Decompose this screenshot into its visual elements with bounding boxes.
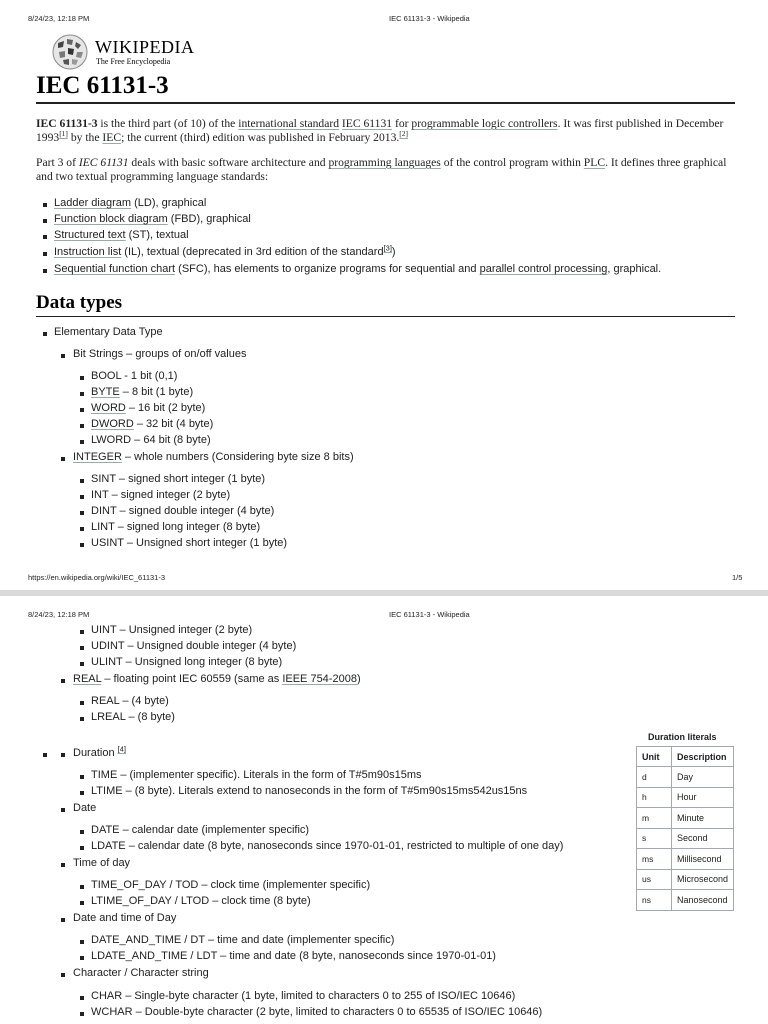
table-cell-unit: s — [637, 828, 672, 849]
list-item-time: TIME – (implementer specific). Literals in the form of T#5m90s15ms — [91, 769, 422, 781]
list-bullet — [43, 219, 47, 223]
list-item-lint: LINT – signed long integer (8 byte) — [91, 521, 261, 533]
part3-text: deals with basic software architecture and — [128, 156, 329, 169]
list-bullet — [61, 679, 65, 683]
list-item-dword — [91, 418, 213, 431]
list-item-text: , graphical. — [607, 263, 662, 275]
title-rule — [36, 102, 735, 104]
print-title: IEC 61131-3 - Wikipedia — [389, 14, 470, 23]
list-bullet — [80, 376, 84, 380]
list-bullet — [80, 408, 84, 412]
table-header-unit: Unit — [637, 747, 672, 767]
list-item-date-impl: DATE – calendar date (implementer specific) — [91, 824, 310, 836]
list-bullet — [80, 392, 84, 396]
list-item-text: (FBD), graphical — [167, 213, 251, 225]
list-item-text: – floating point IEC 60559 (same as — [101, 673, 283, 685]
list-item-bool: BOOL - 1 bit (0,1) — [91, 370, 178, 382]
link-programming-languages[interactable]: programming languages — [328, 156, 441, 169]
table-cell-description: Second — [671, 828, 733, 849]
list-item-elementary: Elementary Data Type — [54, 326, 163, 338]
list-bullet — [80, 543, 84, 547]
ref-2[interactable]: [2] — [399, 129, 409, 139]
link-word[interactable]: WORD — [91, 402, 126, 414]
ref-1[interactable]: [1] — [59, 129, 68, 139]
table-row — [637, 828, 734, 849]
list-bullet — [80, 440, 84, 444]
table-cell-description: Nanosecond — [671, 890, 733, 911]
table-cell-description: Hour — [671, 787, 733, 808]
link-integer[interactable]: INTEGER — [73, 451, 122, 463]
list-item-udint: UDINT – Unsigned double integer (4 byte) — [91, 640, 297, 652]
list-item-character: Character / Character string — [73, 967, 209, 979]
list-item-lword: LWORD – 64 bit (8 byte) — [91, 434, 211, 446]
list-item-integer — [73, 451, 354, 464]
table-cell-unit: h — [637, 787, 672, 808]
table-row — [637, 767, 734, 788]
wikipedia-wordmark[interactable]: WIKIPEDIA — [95, 37, 195, 57]
table-cell-unit: us — [637, 869, 672, 890]
link-function-block-diagram[interactable]: Function block diagram — [54, 213, 168, 225]
list-item-word — [91, 402, 205, 415]
list-item-time-of-day: Time of day — [73, 857, 131, 869]
list-bullet — [61, 918, 65, 922]
print-page-number: 1/5 — [732, 573, 743, 582]
list-bullet — [43, 269, 47, 273]
list-item-text: – 16 bit (2 byte) — [125, 402, 206, 414]
part3-text: . It defines three graphical and two textual programming language standards: — [36, 156, 727, 183]
table-row — [637, 890, 734, 911]
link-real[interactable]: REAL — [73, 673, 102, 685]
list-bullet — [80, 662, 84, 666]
link-dword[interactable]: DWORD — [91, 418, 134, 430]
section-rule — [36, 316, 735, 317]
list-item-fbd — [54, 213, 251, 226]
table-cell-description: Day — [671, 767, 733, 788]
list-bullet — [61, 808, 65, 812]
list-item-ltime: LTIME – (8 byte). Literals extend to nanoseconds in the form of T#5m90s15ms542us15ns — [91, 785, 528, 797]
part3-emphasis: IEC 61131 — [78, 156, 129, 169]
article-title: IEC 61131-3 — [36, 72, 169, 99]
link-iec-61131[interactable]: IEC 61131 — [341, 117, 393, 130]
list-item-bitstrings: Bit Strings – groups of on/off values — [73, 348, 247, 360]
list-bullet — [61, 863, 65, 867]
part3-text: of the control program within — [440, 156, 584, 169]
wikipedia-tagline: The Free Encyclopedia — [96, 57, 171, 66]
list-item-date-and-time: Date and time of Day — [73, 912, 177, 924]
link-byte[interactable]: BYTE — [91, 386, 120, 398]
table-row — [637, 808, 734, 829]
list-bullet — [80, 717, 84, 721]
list-bullet — [80, 646, 84, 650]
list-item-text: (SFC), has elements to organize programs for sequential and — [175, 263, 480, 275]
table-cell-unit: m — [637, 808, 672, 829]
list-item-real-4: REAL – (4 byte) — [91, 695, 169, 707]
list-bullet — [80, 775, 84, 779]
list-item-text: – whole numbers (Considering byte size 8 bits) — [121, 451, 354, 463]
list-bullet — [80, 511, 84, 515]
ref-3[interactable]: [3] — [383, 243, 392, 253]
list-bullet — [80, 791, 84, 795]
list-bullet — [80, 830, 84, 834]
list-bullet — [43, 252, 47, 256]
list-bullet — [80, 901, 84, 905]
list-item-duration — [73, 744, 126, 760]
list-bullet — [61, 973, 65, 977]
list-bullet — [43, 753, 47, 757]
list-item-text: (LD), graphical — [131, 197, 207, 209]
link-ieee-754[interactable]: IEEE 754-2008 — [282, 673, 357, 685]
list-item-int: INT – signed integer (2 byte) — [91, 489, 231, 501]
list-bullet — [80, 996, 84, 1000]
list-item-byte — [91, 386, 193, 399]
link-plc-short[interactable]: PLC — [583, 156, 606, 169]
intro-bold-term: IEC 61131-3 — [36, 117, 98, 130]
list-item-ldt: LDATE_AND_TIME / LDT – time and date (8 byte, nanoseconds since 1970-01-01) — [91, 950, 496, 962]
list-item-il — [54, 243, 396, 259]
table-header-row — [637, 747, 734, 767]
table-row — [637, 869, 734, 890]
link-international-standard[interactable]: international standard — [238, 117, 340, 130]
list-item-text: ) — [356, 673, 361, 685]
table-cell-unit: ms — [637, 849, 672, 870]
intro-text: . It was first published in December 1993 — [36, 117, 724, 144]
table-cell-unit: ns — [637, 890, 672, 911]
link-parallel-control-processing[interactable]: parallel control processing — [479, 263, 608, 275]
list-item-uint: UINT – Unsigned integer (2 byte) — [91, 624, 253, 636]
link-structured-text[interactable]: Structured text — [54, 229, 126, 241]
list-item-text: – 8 bit (1 byte) — [119, 386, 194, 398]
list-bullet — [80, 885, 84, 889]
list-bullet — [80, 495, 84, 499]
list-bullet — [80, 940, 84, 944]
list-item-text: (ST), textual — [125, 229, 189, 241]
list-item-text: ) — [391, 246, 396, 258]
link-sequential-function-chart[interactable]: Sequential function chart — [54, 263, 176, 275]
list-item-dint: DINT – signed double integer (4 byte) — [91, 505, 275, 517]
list-bullet — [43, 235, 47, 239]
list-item-text: – 32 bit (4 byte) — [133, 418, 214, 430]
list-bullet — [80, 701, 84, 705]
table-header-description: Description — [671, 747, 733, 767]
list-item-real — [73, 673, 361, 686]
wikipedia-globe-icon — [50, 33, 90, 71]
print-title: IEC 61131-3 - Wikipedia — [389, 610, 470, 619]
list-item-lreal: LREAL – (8 byte) — [91, 711, 175, 723]
link-plc[interactable]: programmable logic controllers — [411, 117, 558, 130]
list-bullet — [80, 424, 84, 428]
table-cell-description: Millisecond — [671, 849, 733, 870]
print-timestamp: 8/24/23, 12:18 PM — [28, 610, 90, 619]
part3-text: Part 3 of — [36, 156, 79, 169]
list-item-ulint: ULINT – Unsigned long integer (8 byte) — [91, 656, 283, 668]
list-item-ldate: LDATE – calendar date (8 byte, nanoseconds since 1970-01-01, restricted to multiple of one day) — [91, 840, 564, 852]
intro-text: ; the current (third) edition was published in February 2013. — [121, 131, 400, 144]
list-bullet — [43, 332, 47, 336]
table-cell-description: Microsecond — [671, 869, 733, 890]
list-item-dt: DATE_AND_TIME / DT – time and date (implementer specific) — [91, 934, 395, 946]
list-bullet — [80, 956, 84, 960]
link-instruction-list[interactable]: Instruction list — [54, 246, 122, 258]
list-item-date: Date — [73, 802, 97, 814]
table-row — [637, 849, 734, 870]
list-bullet — [80, 630, 84, 634]
list-bullet — [61, 753, 65, 757]
list-bullet — [61, 354, 65, 358]
list-item-char: CHAR – Single-byte character (1 byte, limited to characters 0 to 255 of ISO/IEC 10646) — [91, 990, 516, 1002]
list-bullet — [61, 457, 65, 461]
duration-literals-table — [636, 746, 734, 911]
ref-4[interactable]: [4] — [117, 744, 126, 754]
list-item-usint: USINT – Unsigned short integer (1 byte) — [91, 537, 288, 549]
intro-text: for — [392, 117, 412, 130]
table-row — [637, 787, 734, 808]
list-item-tod: TIME_OF_DAY / TOD – clock time (implementer specific) — [91, 879, 371, 891]
list-bullet — [80, 479, 84, 483]
table-cell-description: Minute — [671, 808, 733, 829]
part3-paragraph — [36, 156, 736, 184]
link-ladder-diagram[interactable]: Ladder diagram — [54, 197, 132, 209]
print-url[interactable]: https://en.wikipedia.org/wiki/IEC_61131-3 — [28, 573, 166, 582]
section-title-data-types: Data types — [36, 292, 123, 313]
intro-text: by the — [67, 131, 103, 144]
duration-table-caption: Duration literals — [648, 732, 717, 742]
list-bullet — [43, 203, 47, 207]
intro-paragraph — [36, 117, 736, 145]
list-bullet — [80, 527, 84, 531]
list-item-wchar: WCHAR – Double-byte character (2 byte, limited to characters 0 to 65535 of ISO/IEC 10646) — [91, 1006, 543, 1018]
list-item-ld — [54, 197, 206, 210]
list-item-sint: SINT – signed short integer (1 byte) — [91, 473, 266, 485]
list-item-st — [54, 229, 189, 242]
list-bullet — [80, 846, 84, 850]
list-item-text: Duration — [73, 747, 118, 759]
intro-text: is the third part (of 10) of the — [97, 117, 239, 130]
link-iec[interactable]: IEC — [102, 131, 122, 144]
table-cell-unit: d — [637, 767, 672, 788]
list-item-sfc — [54, 263, 661, 276]
list-item-ltod: LTIME_OF_DAY / LTOD – clock time (8 byte) — [91, 895, 311, 907]
list-bullet — [80, 1012, 84, 1016]
list-item-text: (IL), textual (deprecated in 3rd edition of the standard — [121, 246, 384, 258]
print-timestamp: 8/24/23, 12:18 PM — [28, 14, 90, 23]
